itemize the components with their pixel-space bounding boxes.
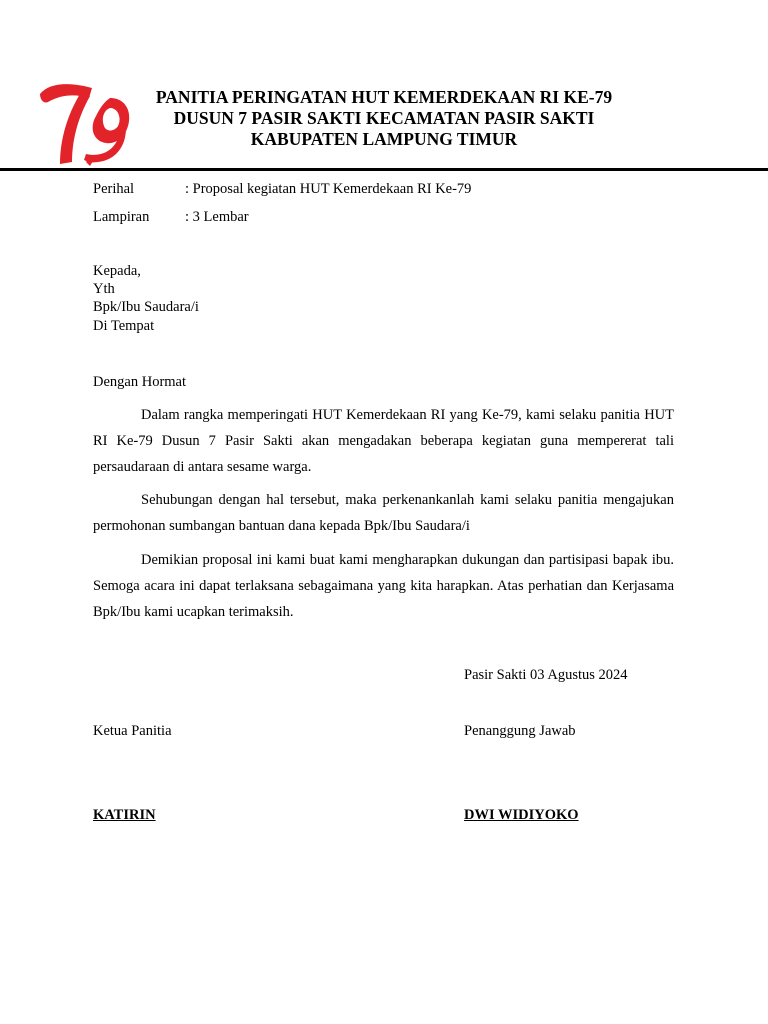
perihal-label: Perihal — [93, 181, 135, 197]
body-paragraph-1: Dalam rangka memperingati HUT Kemerdekaan RI yang Ke-79, kami selaku panitia HUT RI Ke-79 Dusun 7 Pasir Sakti akan mengadakan beberapa kegiatan guna mempererat tali persaudaraan di antara sesame warga. — [93, 407, 674, 475]
left-signatory-name: KATIRIN — [93, 807, 156, 823]
right-signatory-name: DWI WIDIYOKO — [464, 807, 579, 823]
body-paragraph-2: Sehubungan dengan hal tersebut, maka perkenankanlah kami selaku panitia mengajukan permohonan sumbangan bantuan dana kepada Bpk/Ibu Saudara/i — [93, 492, 674, 534]
greeting: Dengan Hormat — [93, 374, 187, 390]
letterhead-line-2: DUSUN 7 PASIR SAKTI KECAMATAN PASIR SAKTI — [173, 108, 595, 128]
body-paragraph-3: Demikian proposal ini kami buat kami mengharapkan dukungan dan partisipasi bapak ibu. Semoga acara ini dapat terlaksana sebagaimana yang kita harapkan. Atas perhatian dan Kerjasama Bpk/Ibu kami ucapkan terimaksih. — [93, 552, 674, 620]
recipient-line-2: Yth — [93, 281, 115, 297]
recipient-line-3: Bpk/Ibu Saudara/i — [93, 299, 199, 315]
right-signatory-title: Penanggung Jawab — [464, 723, 576, 739]
letterhead-line-3: KABUPATEN LAMPUNG TIMUR — [250, 129, 518, 149]
lampiran-value: : 3 Lembar — [185, 209, 249, 225]
perihal-value: : Proposal kegiatan HUT Kemerdekaan RI Ke-79 — [185, 181, 472, 197]
letterhead-line-1: PANITIA PERINGATAN HUT KEMERDEKAAN RI KE-79 — [155, 87, 613, 107]
header-divider — [0, 168, 768, 171]
lampiran-label: Lampiran — [93, 209, 150, 225]
recipient-line-1: Kepada, — [93, 263, 141, 279]
place-date: Pasir Sakti 03 Agustus 2024 — [464, 667, 628, 683]
left-signatory-title: Ketua Panitia — [93, 723, 172, 739]
letterhead — [120, 87, 648, 150]
recipient-line-4: Di Tempat — [93, 318, 155, 334]
